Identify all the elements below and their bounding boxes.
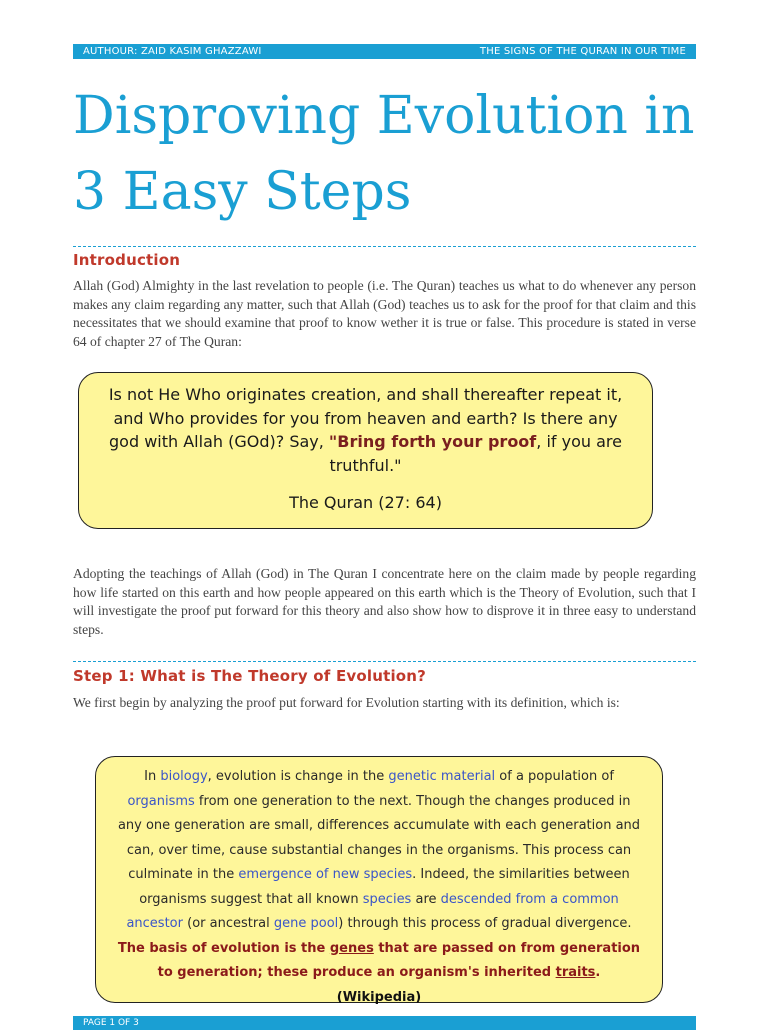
- link-species[interactable]: species: [362, 891, 412, 907]
- link-common-ancestor[interactable]: descended from a common ancestor: [126, 891, 619, 931]
- introduction-heading: Introduction: [73, 251, 181, 269]
- divider: [73, 246, 696, 247]
- quote-emphasis: "Bring forth your proof: [328, 432, 537, 451]
- link-genetic-material[interactable]: genetic material: [388, 769, 496, 784]
- quran-quote-text: Is not He Who originates creation, and shall thereafter repeat it, and Who provides for you from heaven and earth? Is there any god with Allah (GOd)? Say, "Bring forth your proof, if you are truthful.": [108, 385, 623, 475]
- link-organisms[interactable]: organisms: [127, 793, 195, 809]
- page-title: Disproving Evolution in 3 Easy Steps: [73, 86, 695, 222]
- link-genes[interactable]: genes: [329, 940, 374, 956]
- adopting-paragraph: Adopting the teachings of Allah (God) in The Quran I concentrate here on the claim made by people regarding how life started on this earth and how people appeared on this earth which is the Theory of Evolution, such that I will investigate the proof put forward for this theory and also show how to disprove it in three easy to understand steps.: [73, 566, 696, 637]
- header-bar: [73, 44, 696, 59]
- step1-heading: Step 1: What is The Theory of Evolution?: [73, 667, 427, 685]
- link-emergence-of-new-species[interactable]: emergence of new species: [238, 867, 413, 882]
- link-gene-pool[interactable]: gene pool: [273, 916, 339, 931]
- author-label: AUTHOUR: ZAID KASIM GHAZZAWI: [83, 46, 262, 57]
- introduction-paragraph: Allah (God) Almighty in the last revelation to people (i.e. The Quran) teaches us what to do whenever any person makes any claim regarding any matter, such that Allah (God) teaches us to ask for the proof for that claim and this necessitates that we should examine that proof to know wether it is true or false. This procedure is stated in verse 64 of chapter 27 of The Quran:: [73, 278, 696, 349]
- definition-quote-box: [95, 756, 663, 1003]
- page-number: PAGE 1 OF 3: [83, 1018, 139, 1028]
- link-traits[interactable]: traits: [555, 965, 596, 980]
- link-biology[interactable]: biology: [160, 769, 208, 784]
- divider: [73, 661, 696, 662]
- footer-bar: [73, 1016, 696, 1030]
- definition-quote-text: In biology, evolution is change in the genetic material of a population of organisms from one generation to the next. Though the changes produced in any one generation are small, differences accumulate with each generation and can, over time, cause substantial changes in the organisms. This process can culminate in the emergence of new species. Indeed, the similarities between organisms suggest that all known species are descended from a common ancestor (or ancestral gene pool) through this process of gradual divergence. The basis of evolution is the genes that are passed on from generation to generation; these produce an organism's inherited traits. (Wikipedia): [117, 769, 641, 1005]
- quran-quote-source: The Quran (27: 64): [289, 493, 442, 512]
- series-label: THE SIGNS OF THE QURAN IN OUR TIME: [479, 46, 686, 57]
- wikipedia-source: (Wikipedia): [336, 989, 422, 1005]
- step1-paragraph: We first begin by analyzing the proof put forward for Evolution starting with its definition, which is:: [73, 695, 620, 710]
- quran-quote-box: [78, 372, 653, 529]
